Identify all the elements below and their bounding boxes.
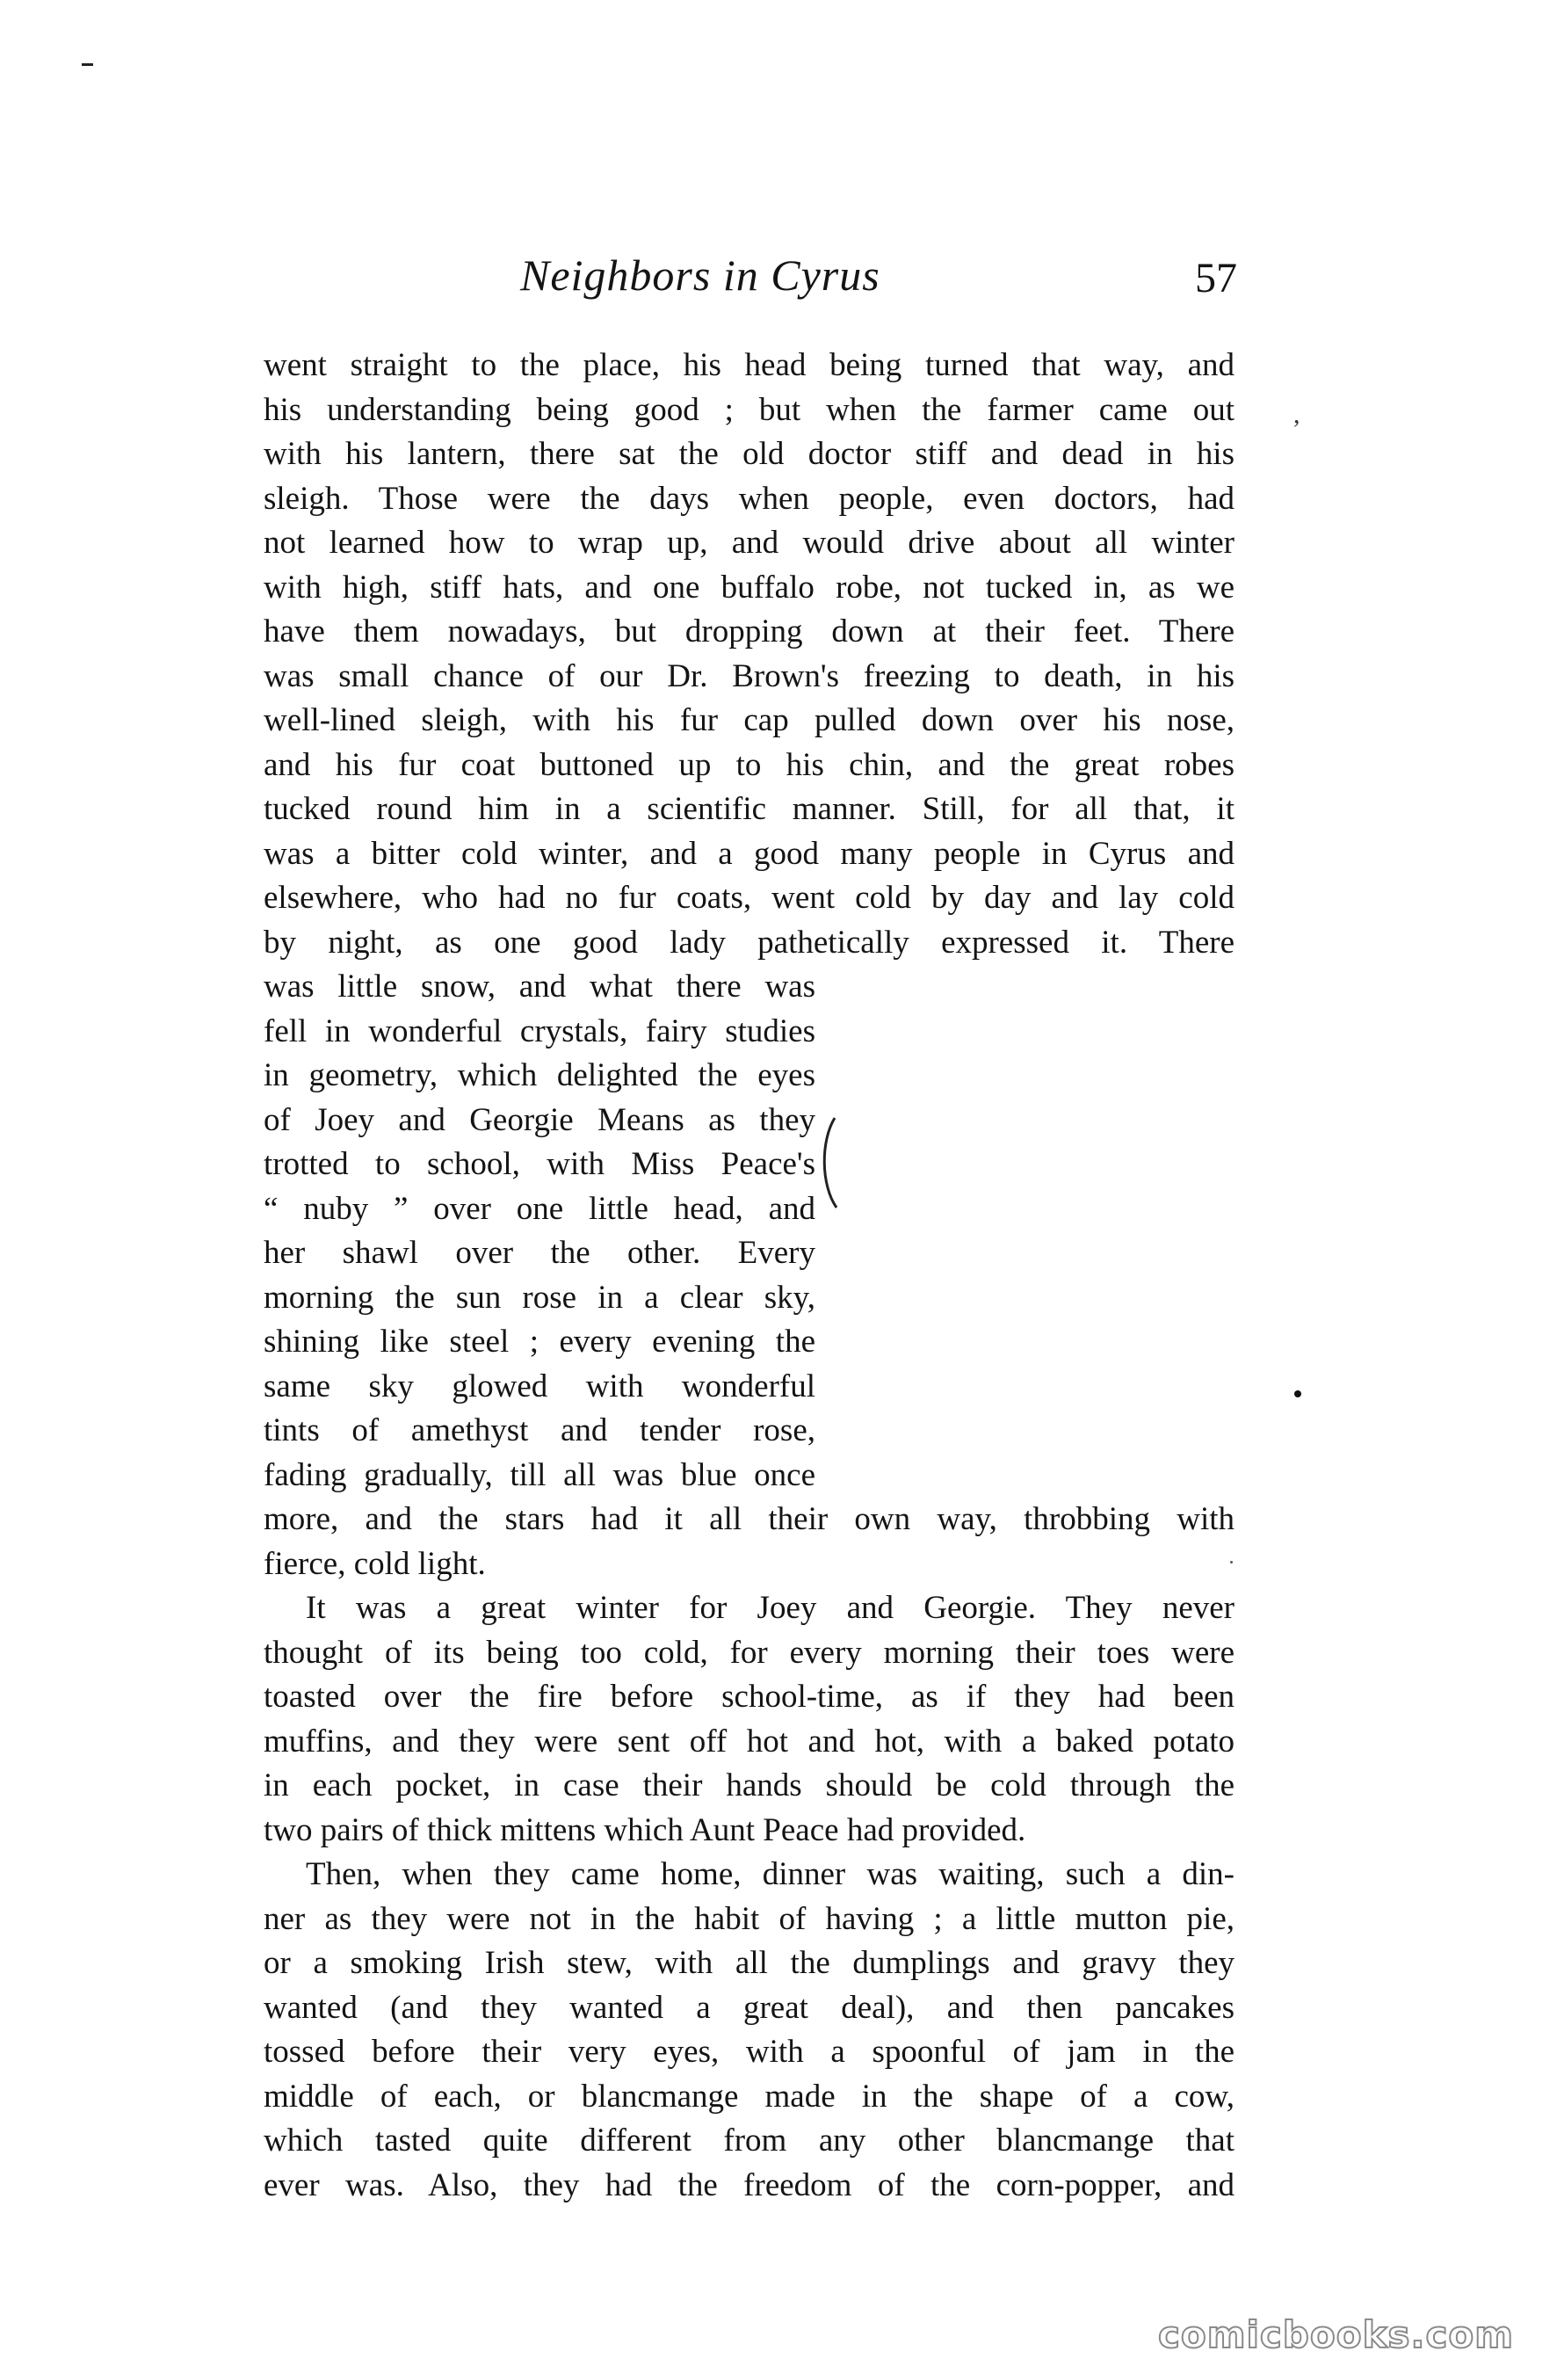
- text-line: shining like steel ; every evening the: [264, 1324, 815, 1360]
- text-line: in geometry, which delighted the eyes: [264, 1057, 815, 1093]
- text-line: was small chance of our Dr. Brown's freezing to death, in his: [264, 657, 1235, 694]
- text-line: his understanding being good ; but when the farmer came out: [264, 391, 1235, 428]
- page-number: 57: [1195, 255, 1237, 301]
- text-line: have them nowadays, but dropping down at their feet. There: [264, 613, 1235, 649]
- text-line: of Joey and Georgie Means as they: [264, 1101, 815, 1138]
- text-line: middle of each, or blancmange made in the shape of a cow,: [264, 2078, 1235, 2115]
- text-line: fading gradually, till all was blue once: [264, 1456, 815, 1493]
- text-line: trotted to school, with Miss Peace's: [264, 1146, 815, 1182]
- text-line: “ nuby ” over one little head, and: [264, 1190, 815, 1227]
- text-line: same sky glowed with wonderful: [264, 1368, 815, 1404]
- text-line: and his fur coat buttoned up to his chin, and the great robes: [264, 746, 1235, 783]
- body-text: [264, 344, 1235, 2208]
- text-line: or a smoking Irish stew, with all the dumplings and gravy they: [264, 1945, 1235, 1981]
- text-line: her shawl over the other. Every: [264, 1235, 815, 1271]
- text-line: well-lined sleigh, with his fur cap pulled down over his nose,: [264, 702, 1235, 738]
- text-line: more, and the stars had it all their own way, throbbing with: [264, 1501, 1235, 1537]
- watermark-text: comicbooks.com: [1158, 2313, 1514, 2356]
- running-head: [0, 244, 1564, 306]
- text-line: in each pocket, in case their hands should be cold through the: [264, 1767, 1235, 1803]
- text-line: with his lantern, there sat the old doctor stiff and dead in his: [264, 436, 1235, 472]
- stray-comma-mark: ,: [1293, 400, 1300, 429]
- text-line: tints of amethyst and tender rose,: [264, 1412, 815, 1448]
- text-line: thought of its being too cold, for every morning their toes were: [264, 1634, 1235, 1671]
- text-line: with high, stiff hats, and one buffalo robe, not tucked in, as we: [264, 569, 1235, 606]
- text-line: morning the sun rose in a clear sky,: [264, 1279, 815, 1316]
- stray-dot-mark: [1294, 1390, 1301, 1397]
- text-line: fierce, cold light.: [264, 1545, 486, 1582]
- text-line: was a bitter cold winter, and a good many people in Cyrus and: [264, 835, 1235, 872]
- running-title: Neighbors in Cyrus: [520, 250, 880, 300]
- text-line: fell in wonderful crystals, fairy studies: [264, 1012, 815, 1049]
- text-line: sleigh. Those were the days when people, even doctors, had: [264, 480, 1235, 517]
- text-line: went straight to the place, his head being turned that way, and: [264, 347, 1235, 383]
- text-line: ever was. Also, they had the freedom of the corn-popper, and: [264, 2166, 1235, 2203]
- text-line: ner as they were not in the habit of having ; a little mutton pie,: [264, 1900, 1235, 1937]
- text-line: wanted (and they wanted a great deal), and then pancakes: [264, 1989, 1235, 2026]
- text-line: not learned how to wrap up, and would drive about all winter: [264, 525, 1235, 561]
- text-line: tucked round him in a scientific manner. Still, for all that, it: [264, 791, 1235, 827]
- paragraph-first-line: It was a great winter for Joey and Georgie. They never: [306, 1590, 1235, 1626]
- text-line: muffins, and they were sent off hot and hot, with a baked potato: [264, 1723, 1235, 1760]
- text-line: toasted over the fire before school-time, as if they had been: [264, 1679, 1235, 1715]
- paragraph-first-line: Then, when they came home, dinner was waiting, such a din-: [306, 1856, 1235, 1892]
- text-line: by night, as one good lady pathetically expressed it. There: [264, 924, 1235, 961]
- text-line: was little snow, and what there was: [264, 969, 815, 1005]
- page-edge-mark: [82, 63, 93, 66]
- text-line: tossed before their very eyes, with a spoonful of jam in the: [264, 2034, 1235, 2070]
- text-line: elsewhere, who had no fur coats, went cold by day and lay cold: [264, 880, 1235, 916]
- text-line: which tasted quite different from any other blancmange that: [264, 2122, 1235, 2159]
- text-line: two pairs of thick mittens which Aunt Peace had provided.: [264, 1811, 1026, 1848]
